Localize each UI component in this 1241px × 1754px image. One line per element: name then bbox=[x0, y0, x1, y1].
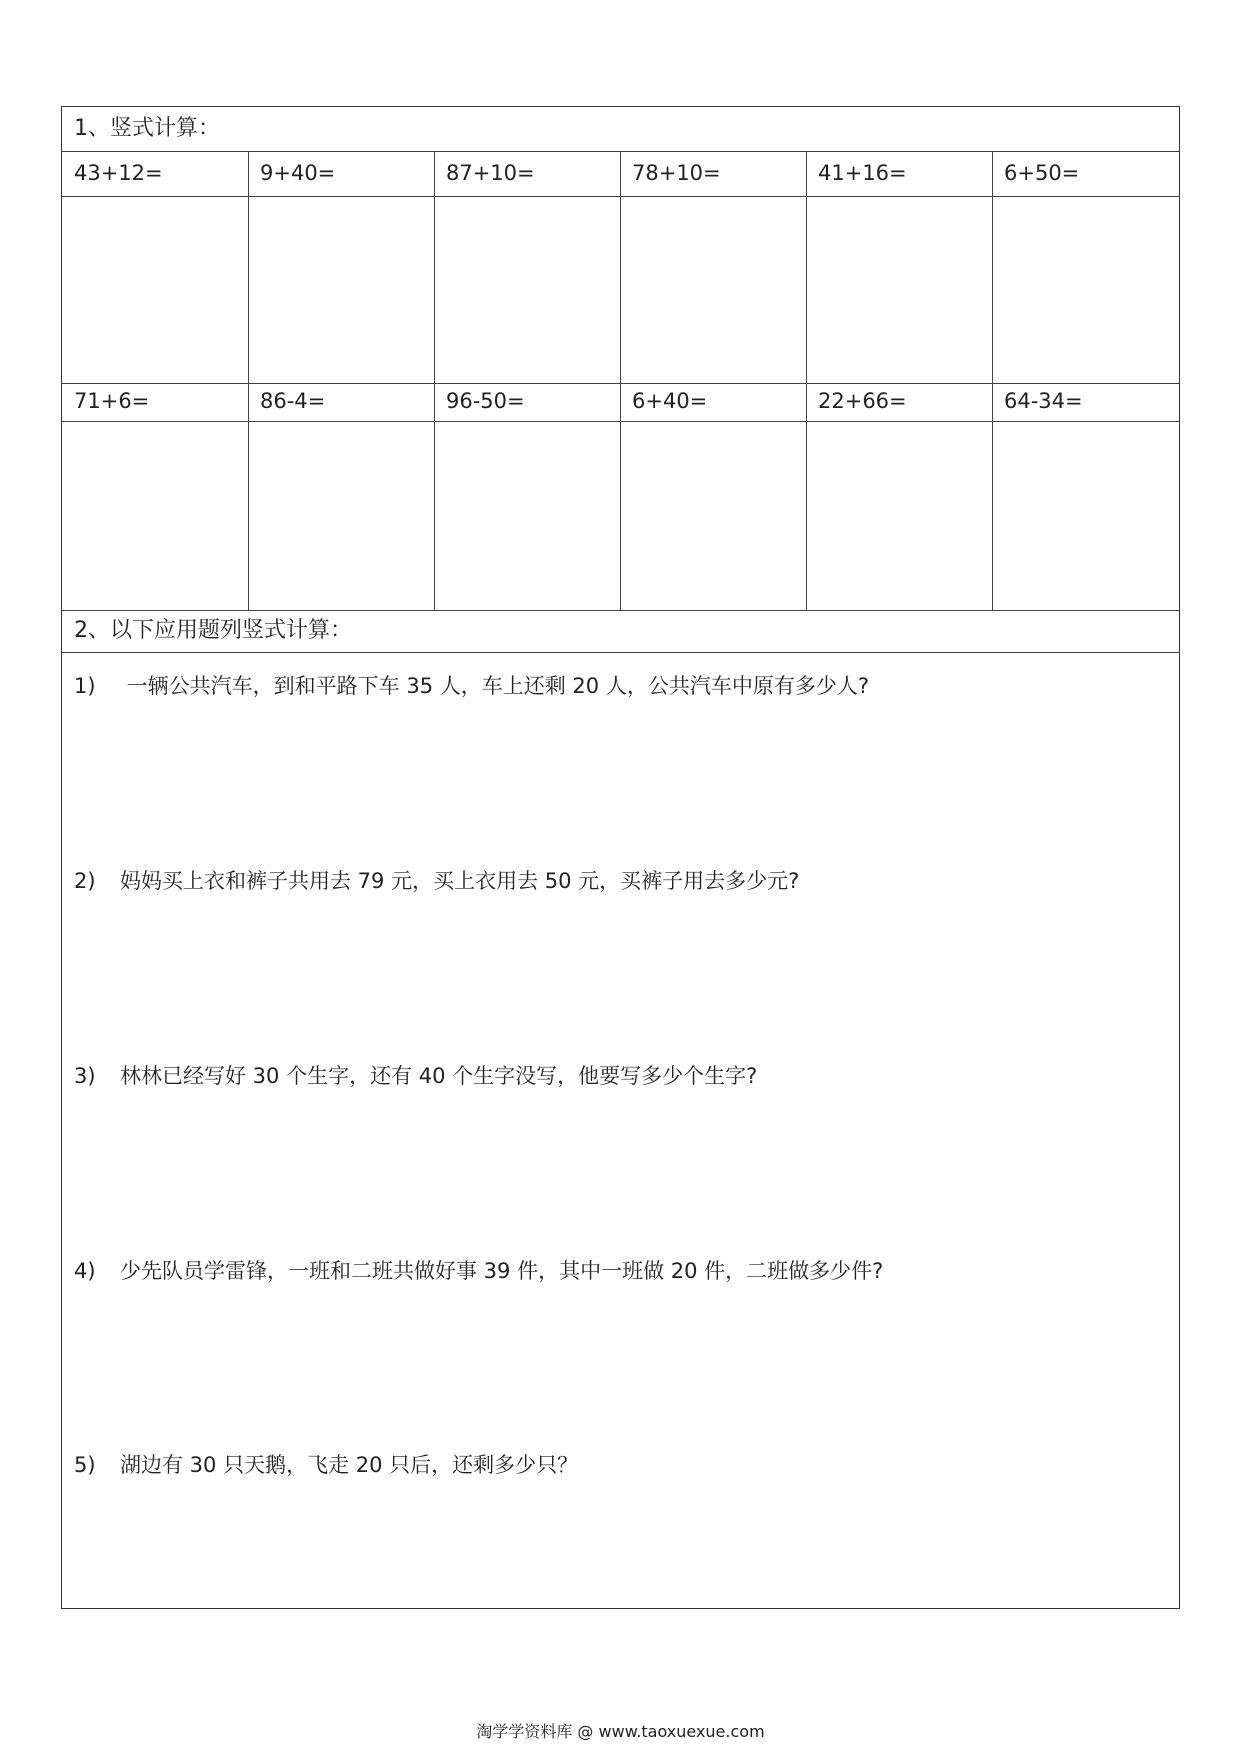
equation: 86-4= bbox=[260, 389, 326, 413]
rule bbox=[62, 610, 1179, 611]
word-problem bbox=[74, 1062, 757, 1090]
column-rule bbox=[806, 151, 807, 610]
problem-number: 2) bbox=[74, 869, 96, 893]
problem-number: 1) bbox=[74, 674, 96, 698]
problem-number: 5) bbox=[74, 1453, 96, 1477]
rule bbox=[62, 652, 1179, 653]
problem-text: 一辆公共汽车，到和平路下车 35 人，车上还剩 20 人，公共汽车中原有多少人? bbox=[120, 674, 869, 698]
problem-text: 林林已经写好 30 个生字，还有 40 个生字没写，他要写多少个生字? bbox=[120, 1064, 758, 1088]
equation: 6+50= bbox=[1004, 161, 1080, 185]
problem-text: 少先队员学雷锋，一班和二班共做好事 39 件，其中一班做 20 件，二班做多少件? bbox=[120, 1259, 884, 1283]
equation: 9+40= bbox=[260, 161, 336, 185]
footer-watermark: 淘学学资料库 @ www.taoxuexue.com bbox=[476, 1722, 765, 1741]
problem-number: 4) bbox=[74, 1259, 96, 1283]
equation: 6+40= bbox=[632, 389, 708, 413]
column-rule bbox=[434, 151, 435, 610]
problem-text: 妈妈买上衣和裤子共用去 79 元，买上衣用去 50 元，买裤子用去多少元? bbox=[120, 869, 800, 893]
equation: 87+10= bbox=[446, 161, 535, 185]
equation: 96-50= bbox=[446, 389, 525, 413]
equation: 41+16= bbox=[818, 161, 907, 185]
column-rule bbox=[248, 151, 249, 610]
column-rule bbox=[992, 151, 993, 610]
equation: 78+10= bbox=[632, 161, 721, 185]
word-problem bbox=[74, 672, 869, 700]
section-2-title: 2、以下应用题列竖式计算： bbox=[74, 618, 352, 643]
word-problem bbox=[74, 1451, 578, 1479]
equation: 71+6= bbox=[74, 389, 150, 413]
equation: 22+66= bbox=[818, 389, 907, 413]
column-rule bbox=[620, 151, 621, 610]
word-problem bbox=[74, 1257, 883, 1285]
problem-number: 3) bbox=[74, 1064, 96, 1088]
equation: 64-34= bbox=[1004, 389, 1083, 413]
word-problem bbox=[74, 867, 799, 895]
worksheet-table bbox=[61, 106, 1180, 1609]
section-1-title: 1、竖式计算： bbox=[74, 116, 220, 141]
equation: 43+12= bbox=[74, 161, 163, 185]
problem-text: 湖边有 30 只天鹅，飞走 20 只后，还剩多少只？ bbox=[120, 1453, 579, 1477]
